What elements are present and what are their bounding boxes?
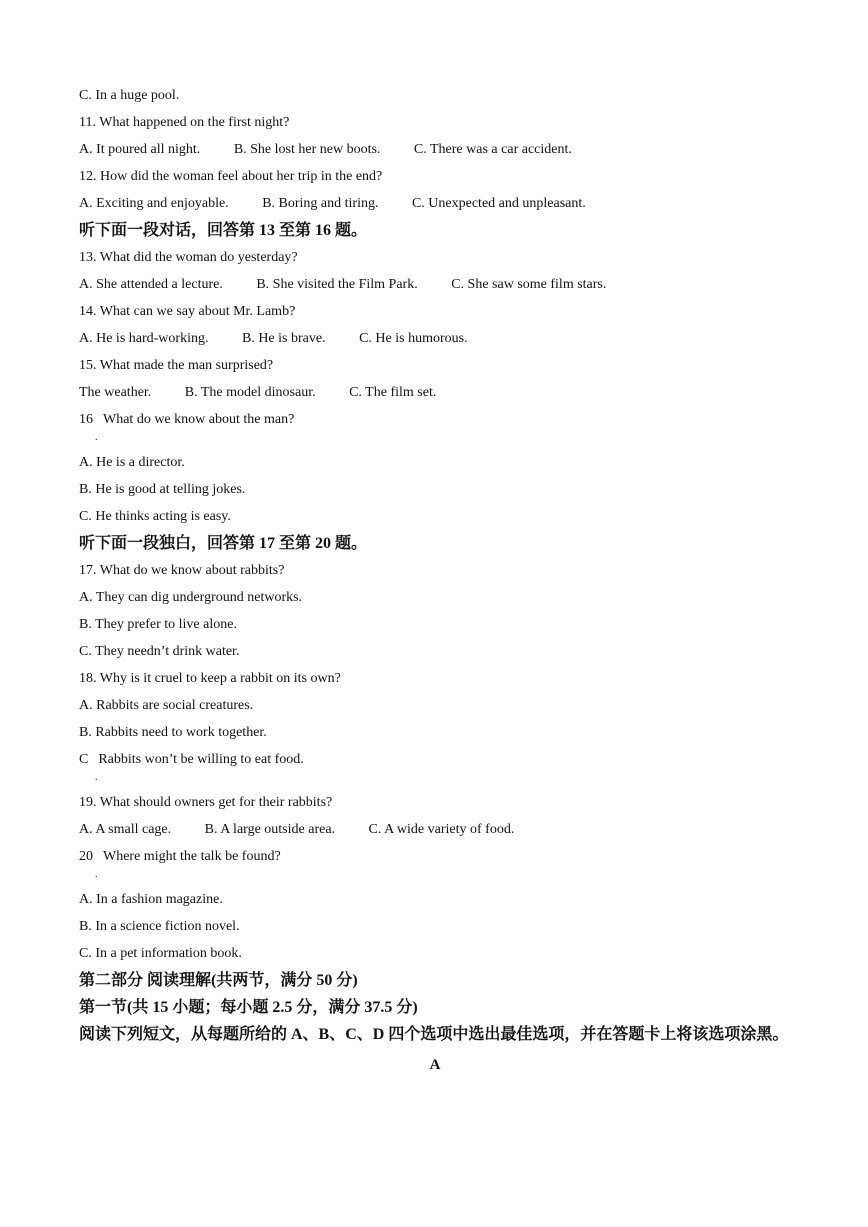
question-15: 15. What made the man surprised? <box>79 358 274 373</box>
question-19: 19. What should owners get for their rabbits? <box>79 795 333 810</box>
option-a: A. In a fashion magazine. <box>79 892 223 907</box>
question-11-options <box>79 136 791 163</box>
question-12-options <box>79 190 791 217</box>
exam-page <box>79 82 791 1079</box>
option-b: B. The model dinosaur. <box>184 385 316 400</box>
option-letter: C <box>79 752 89 767</box>
reading-instruction: 阅读下列短文，从每题所给的 A、B、C、D 四个选项中选出最佳选项，并在答题卡上将该选项涂黑。 <box>79 1026 789 1043</box>
question-18: 18. Why is it cruel to keep a rabbit on its own? <box>79 671 341 686</box>
option-a: A. A small cage. <box>79 822 172 837</box>
option-a: A. It poured all night. <box>79 142 201 157</box>
part-two-heading: 第二部分 阅读理解(共两节，满分 50 分) <box>79 972 358 989</box>
section-one-heading: 第一节(共 15 小题；每小题 2.5 分，满分 37.5 分) <box>79 999 418 1016</box>
option-c: C. In a pet information book. <box>79 946 242 961</box>
question-text: What do we know about the man? <box>103 412 295 427</box>
passage-label: A <box>429 1057 441 1073</box>
section-heading-17-20: 听下面一段独白，回答第 17 至第 20 题。 <box>79 535 368 552</box>
option-b: B. In a science fiction novel. <box>79 919 240 934</box>
question-13: 13. What did the woman do yesterday? <box>79 250 298 265</box>
option-c: C. She saw some film stars. <box>451 277 607 292</box>
question-number: 20 <box>79 849 93 864</box>
question-15-options <box>79 379 791 406</box>
option-b: B. He is good at telling jokes. <box>79 482 246 497</box>
question-14: 14. What can we say about Mr. Lamb? <box>79 304 296 319</box>
question-text: Where might the talk be found? <box>103 849 281 864</box>
question-16 <box>79 406 791 449</box>
question-19-options <box>79 816 791 843</box>
option-b: B. She lost her new boots. <box>233 142 381 157</box>
question-20 <box>79 843 791 886</box>
option-a: The weather. <box>79 385 152 400</box>
option-a: A. He is hard-working. <box>79 331 209 346</box>
option-c <box>79 746 791 789</box>
stray-dot: . <box>95 869 98 880</box>
option-c: C. The film set. <box>349 385 437 400</box>
question-17: 17. What do we know about rabbits? <box>79 563 285 578</box>
option-text: C. In a huge pool. <box>79 88 180 103</box>
question-number: 16 <box>79 412 93 427</box>
option-c: C. Unexpected and unpleasant. <box>411 196 586 211</box>
option-b: B. They prefer to live alone. <box>79 617 237 632</box>
question-11: 11. What happened on the first night? <box>79 115 290 130</box>
option-a: A. Exciting and enjoyable. <box>79 196 229 211</box>
option-b: B. She visited the Film Park. <box>256 277 418 292</box>
option-c: C. He thinks acting is easy. <box>79 509 231 524</box>
stray-dot: . <box>95 772 98 783</box>
option-a: A. They can dig underground networks. <box>79 590 303 605</box>
question-14-options <box>79 325 791 352</box>
option-c: C. He is humorous. <box>359 331 468 346</box>
option-b: B. He is brave. <box>241 331 326 346</box>
option-c: C. A wide variety of food. <box>368 822 515 837</box>
option-b: B. Boring and tiring. <box>262 196 379 211</box>
option-text: Rabbits won’t be willing to eat food. <box>98 752 304 767</box>
option-a: A. She attended a lecture. <box>79 277 223 292</box>
option-b: B. Rabbits need to work together. <box>79 725 267 740</box>
question-12: 12. How did the woman feel about her trip in the end? <box>79 169 383 184</box>
question-13-options <box>79 271 791 298</box>
option-c: C. They needn’t drink water. <box>79 644 240 659</box>
option-c: C. There was a car accident. <box>413 142 572 157</box>
section-heading-13-16: 听下面一段对话，回答第 13 至第 16 题。 <box>79 222 368 239</box>
option-b: B. A large outside area. <box>204 822 336 837</box>
stray-dot: . <box>95 432 98 443</box>
option-a: A. He is a director. <box>79 455 185 470</box>
option-a: A. Rabbits are social creatures. <box>79 698 254 713</box>
